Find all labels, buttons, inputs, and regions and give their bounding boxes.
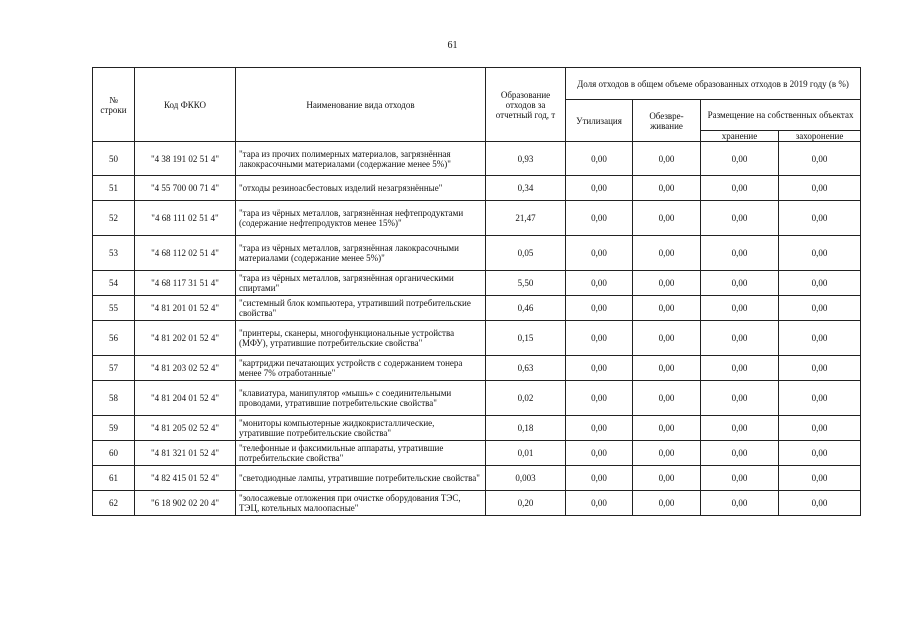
row-number: 51	[93, 176, 135, 201]
storage-share: 0,00	[701, 176, 779, 201]
row-number: 59	[93, 416, 135, 441]
storage-share: 0,00	[701, 321, 779, 356]
burial-share: 0,00	[779, 296, 861, 321]
header-share: Доля отходов в общем объеме образованных отходов в 2019 году (в %)	[566, 68, 861, 100]
storage-share: 0,00	[701, 356, 779, 381]
formation-value: 0,003	[486, 466, 566, 491]
burial-share: 0,00	[779, 356, 861, 381]
header-storage: хранение	[701, 131, 779, 142]
formation-value: 0,18	[486, 416, 566, 441]
waste-code: "4 81 201 01 52 4"	[135, 296, 236, 321]
waste-code: "6 18 902 02 20 4"	[135, 491, 236, 516]
neutralization-share: 0,00	[633, 356, 701, 381]
header-neutralization: Обезвре-живание	[633, 100, 701, 142]
formation-value: 0,93	[486, 142, 566, 176]
table-row	[93, 416, 861, 441]
waste-code: "4 68 111 02 51 4"	[135, 201, 236, 236]
table-row	[93, 381, 861, 416]
utilization-share: 0,00	[566, 271, 633, 296]
burial-share: 0,00	[779, 466, 861, 491]
storage-share: 0,00	[701, 466, 779, 491]
storage-share: 0,00	[701, 142, 779, 176]
burial-share: 0,00	[779, 321, 861, 356]
table-row	[93, 236, 861, 271]
formation-value: 5,50	[486, 271, 566, 296]
row-number: 60	[93, 441, 135, 466]
neutralization-share: 0,00	[633, 466, 701, 491]
header-placement: Размещение на собственных объектах	[701, 100, 861, 131]
header-burial: захоронение	[779, 131, 861, 142]
table-row	[93, 201, 861, 236]
waste-code: "4 68 112 02 51 4"	[135, 236, 236, 271]
burial-share: 0,00	[779, 176, 861, 201]
utilization-share: 0,00	[566, 321, 633, 356]
utilization-share: 0,00	[566, 466, 633, 491]
storage-share: 0,00	[701, 416, 779, 441]
row-number: 55	[93, 296, 135, 321]
row-number: 62	[93, 491, 135, 516]
row-number: 52	[93, 201, 135, 236]
table-row	[93, 176, 861, 201]
burial-share: 0,00	[779, 381, 861, 416]
waste-code: "4 81 204 01 52 4"	[135, 381, 236, 416]
utilization-share: 0,00	[566, 142, 633, 176]
burial-share: 0,00	[779, 491, 861, 516]
waste-name: "тара из прочих полимерных материалов, загрязнённая лакокрасочными материалами (содержание менее 5%)"	[236, 142, 486, 176]
formation-value: 0,46	[486, 296, 566, 321]
storage-share: 0,00	[701, 236, 779, 271]
formation-value: 0,05	[486, 236, 566, 271]
formation-value: 0,34	[486, 176, 566, 201]
header-name: Наименование вида отходов	[236, 68, 486, 142]
table-body	[93, 142, 861, 516]
utilization-share: 0,00	[566, 201, 633, 236]
waste-code: "4 81 321 01 52 4"	[135, 441, 236, 466]
row-number: 53	[93, 236, 135, 271]
row-number: 54	[93, 271, 135, 296]
utilization-share: 0,00	[566, 236, 633, 271]
waste-code: "4 82 415 01 52 4"	[135, 466, 236, 491]
waste-name: "золосажевые отложения при очистке оборудования ТЭС, ТЭЦ, котельных малоопасные"	[236, 491, 486, 516]
row-number: 50	[93, 142, 135, 176]
utilization-share: 0,00	[566, 381, 633, 416]
formation-value: 0,20	[486, 491, 566, 516]
waste-name: "отходы резиноасбестовых изделий незагрязнённые"	[236, 176, 486, 201]
neutralization-share: 0,00	[633, 381, 701, 416]
waste-code: "4 81 205 02 52 4"	[135, 416, 236, 441]
waste-name: "тара из чёрных металлов, загрязнённая нефтепродуктами (содержание нефтепродуктов менее 15%)"	[236, 201, 486, 236]
table-row	[93, 271, 861, 296]
waste-code: "4 55 700 00 71 4"	[135, 176, 236, 201]
storage-share: 0,00	[701, 381, 779, 416]
waste-name: "мониторы компьютерные жидкокристаллические, утратившие потребительские свойства"	[236, 416, 486, 441]
utilization-share: 0,00	[566, 416, 633, 441]
waste-table	[92, 67, 861, 516]
formation-value: 21,47	[486, 201, 566, 236]
utilization-share: 0,00	[566, 296, 633, 321]
table-row	[93, 491, 861, 516]
storage-share: 0,00	[701, 296, 779, 321]
waste-name: "телефонные и факсимильные аппараты, утратившие потребительские свойства"	[236, 441, 486, 466]
burial-share: 0,00	[779, 236, 861, 271]
storage-share: 0,00	[701, 201, 779, 236]
waste-code: "4 68 117 31 51 4"	[135, 271, 236, 296]
header-code: Код ФККО	[135, 68, 236, 142]
neutralization-share: 0,00	[633, 491, 701, 516]
header-utilization: Утилизация	[566, 100, 633, 142]
waste-name: "клавиатура, манипулятор «мышь» с соединительными проводами, утратившие потребительские свойства"	[236, 381, 486, 416]
utilization-share: 0,00	[566, 491, 633, 516]
utilization-share: 0,00	[566, 176, 633, 201]
waste-code: "4 38 191 02 51 4"	[135, 142, 236, 176]
waste-code: "4 81 203 02 52 4"	[135, 356, 236, 381]
utilization-share: 0,00	[566, 441, 633, 466]
row-number: 58	[93, 381, 135, 416]
waste-name: "светодиодные лампы, утратившие потребительские свойства"	[236, 466, 486, 491]
formation-value: 0,01	[486, 441, 566, 466]
row-number: 56	[93, 321, 135, 356]
utilization-share: 0,00	[566, 356, 633, 381]
neutralization-share: 0,00	[633, 201, 701, 236]
neutralization-share: 0,00	[633, 296, 701, 321]
waste-name: "картриджи печатающих устройств с содержанием тонера менее 7% отработанные"	[236, 356, 486, 381]
page-number: 61	[447, 40, 458, 51]
header-formation: Образование отходов за отчетный год, т	[486, 68, 566, 142]
formation-value: 0,02	[486, 381, 566, 416]
neutralization-share: 0,00	[633, 321, 701, 356]
waste-name: "тара из чёрных металлов, загрязнённая органическими спиртами"	[236, 271, 486, 296]
storage-share: 0,00	[701, 271, 779, 296]
storage-share: 0,00	[701, 491, 779, 516]
neutralization-share: 0,00	[633, 142, 701, 176]
row-number: 57	[93, 356, 135, 381]
waste-name: "системный блок компьютера, утративший потребительские свойства"	[236, 296, 486, 321]
neutralization-share: 0,00	[633, 176, 701, 201]
waste-code: "4 81 202 01 52 4"	[135, 321, 236, 356]
table-row	[93, 356, 861, 381]
burial-share: 0,00	[779, 201, 861, 236]
table-row	[93, 466, 861, 491]
storage-share: 0,00	[701, 441, 779, 466]
formation-value: 0,15	[486, 321, 566, 356]
waste-name: "тара из чёрных металлов, загрязнённая лакокрасочными материалами (содержание менее 5%)"	[236, 236, 486, 271]
table-row	[93, 441, 861, 466]
header-row-no: № строки	[93, 68, 135, 142]
neutralization-share: 0,00	[633, 236, 701, 271]
neutralization-share: 0,00	[633, 271, 701, 296]
burial-share: 0,00	[779, 271, 861, 296]
formation-value: 0,63	[486, 356, 566, 381]
table-row	[93, 296, 861, 321]
table-row	[93, 142, 861, 176]
neutralization-share: 0,00	[633, 416, 701, 441]
row-number: 61	[93, 466, 135, 491]
table-header	[93, 68, 861, 142]
burial-share: 0,00	[779, 142, 861, 176]
neutralization-share: 0,00	[633, 441, 701, 466]
table-row	[93, 321, 861, 356]
waste-name: "принтеры, сканеры, многофункциональные устройства (МФУ), утратившие потребительские свойства"	[236, 321, 486, 356]
burial-share: 0,00	[779, 441, 861, 466]
burial-share: 0,00	[779, 416, 861, 441]
